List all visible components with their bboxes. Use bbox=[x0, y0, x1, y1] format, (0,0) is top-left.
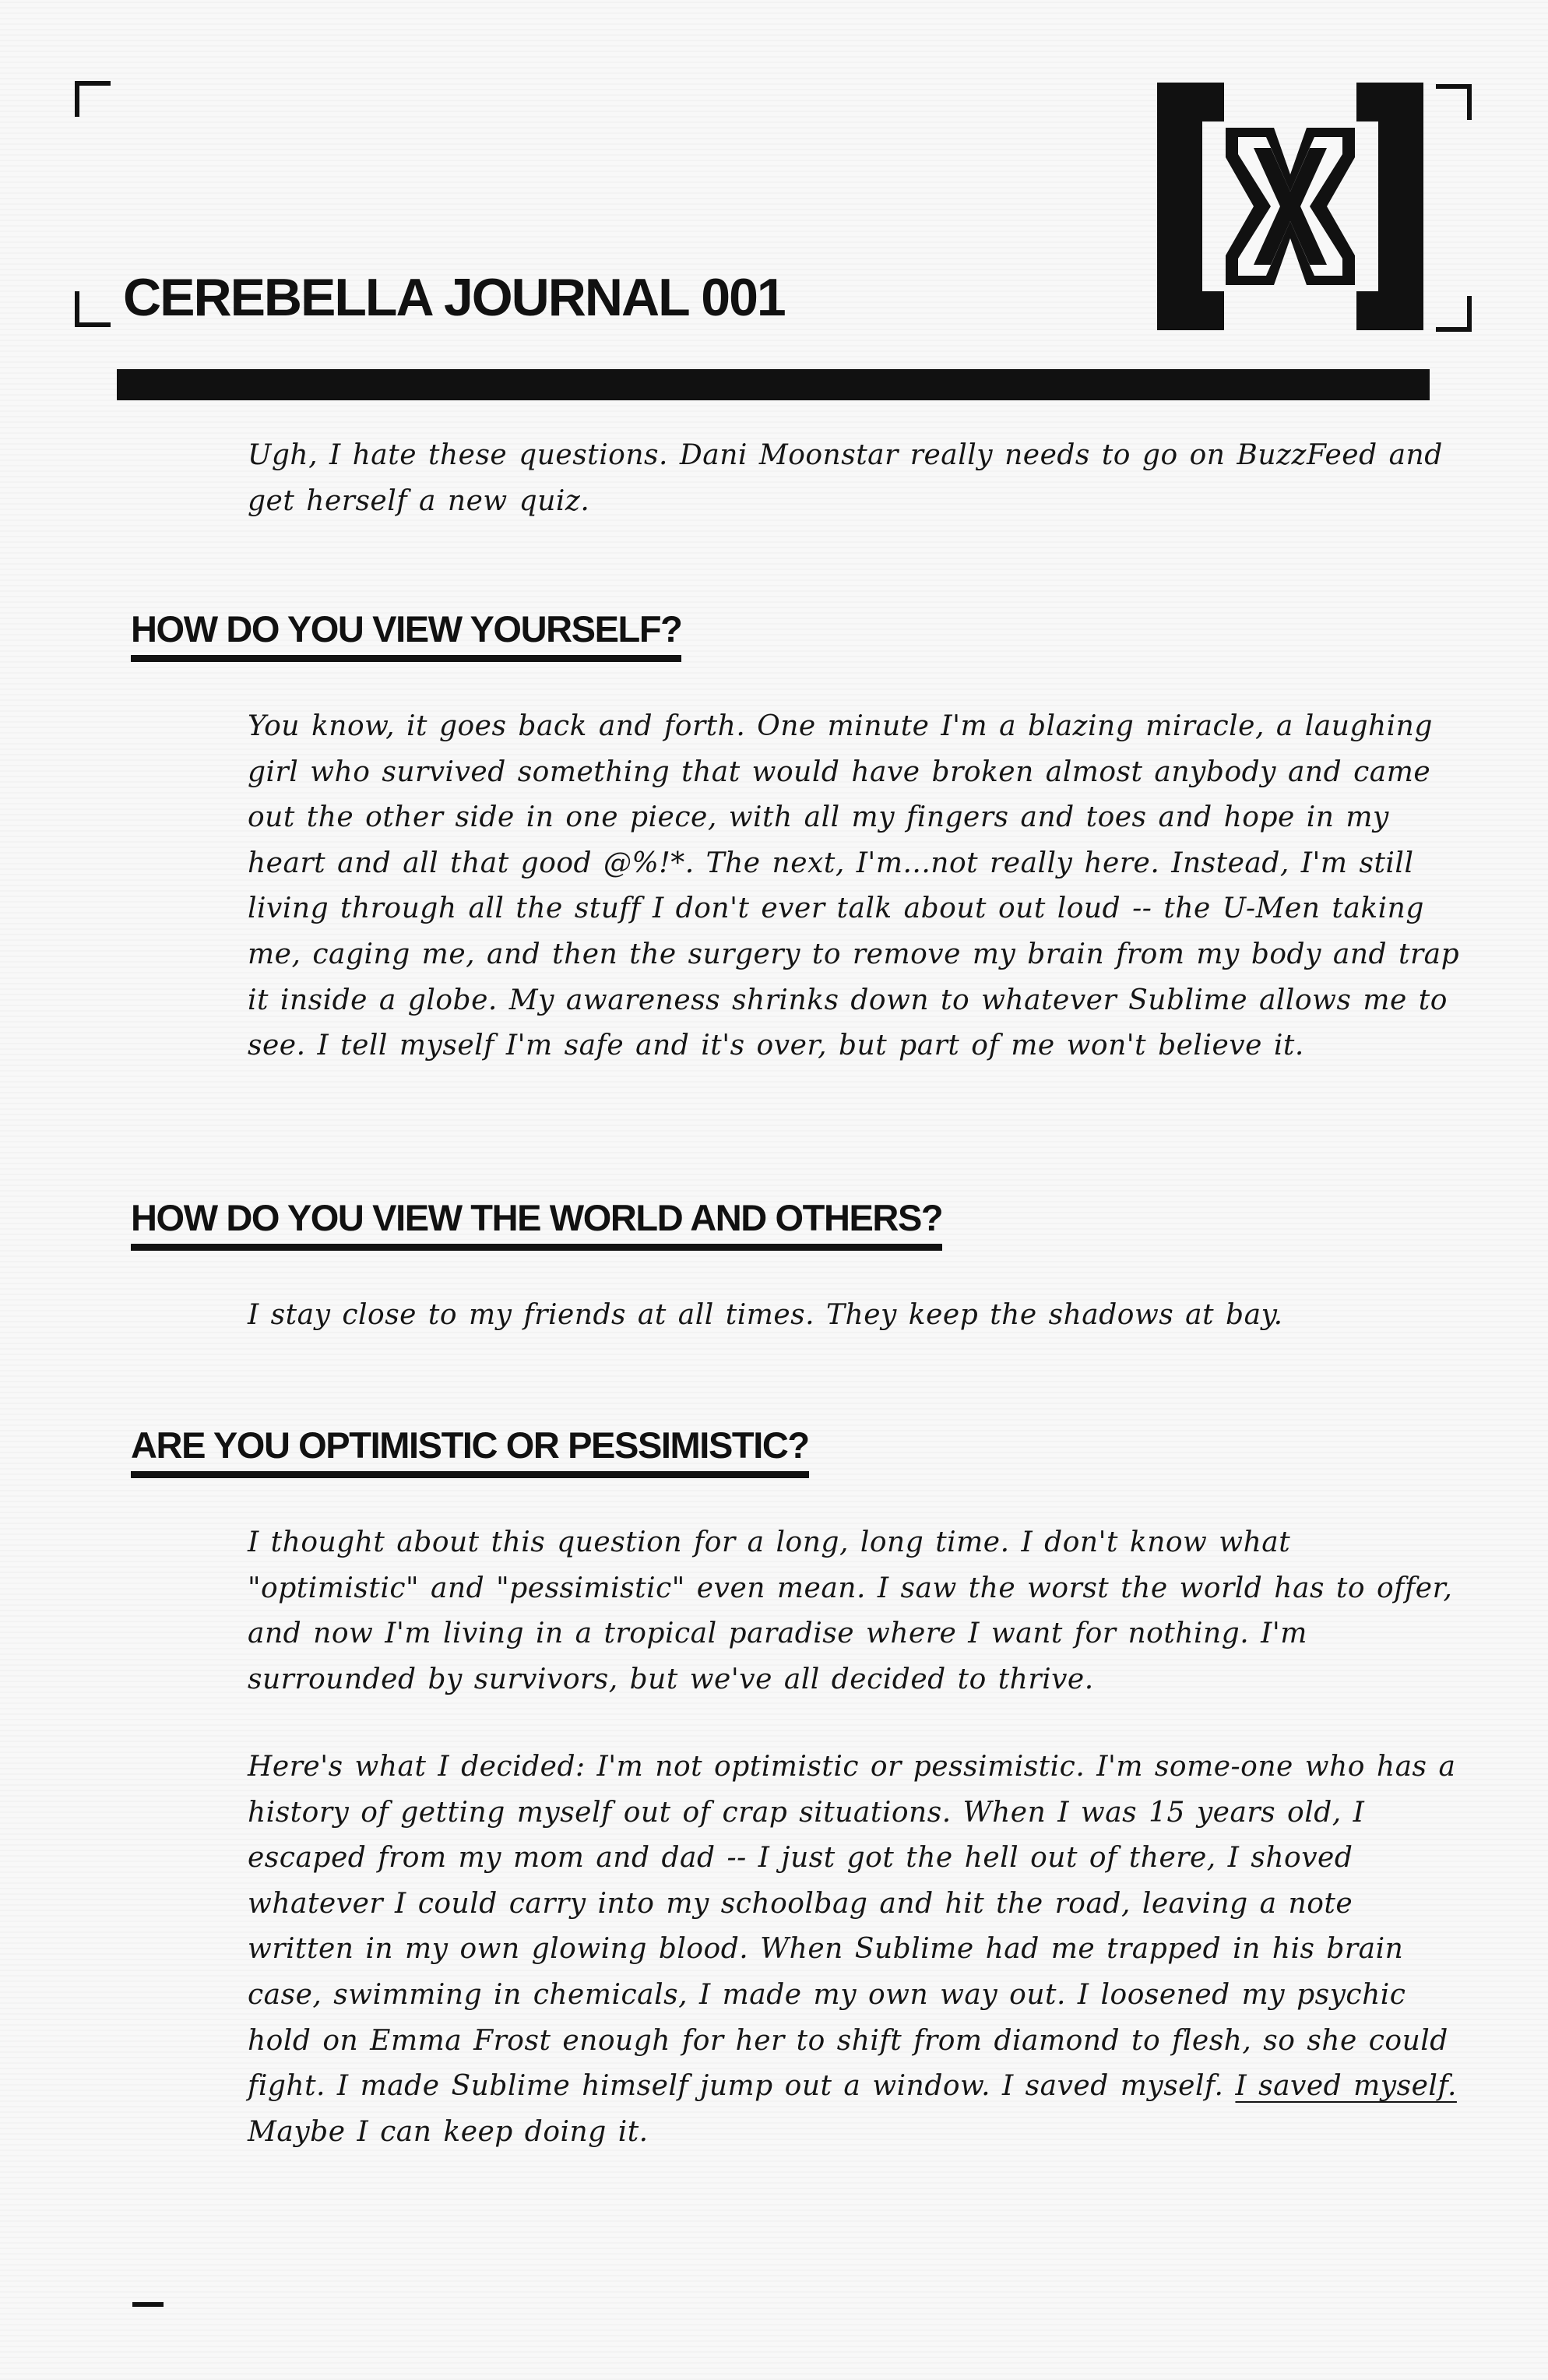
section-answer-final bbox=[248, 1745, 1462, 2155]
page-title: CEREBELLA JOURNAL 001 bbox=[123, 268, 785, 327]
intro-text: Ugh, I hate these questions. Dani Moonstar really needs to go on BuzzFeed and get herself a new quiz. bbox=[248, 439, 1443, 517]
corner-bracket-top-left bbox=[75, 81, 111, 117]
x-men-logo-icon bbox=[1157, 83, 1423, 330]
section-heading: HOW DO YOU VIEW YOURSELF? bbox=[131, 611, 681, 662]
corner-bracket-bottom-left bbox=[75, 291, 111, 327]
answer-text: Maybe I can keep doing it. bbox=[248, 2115, 649, 2148]
answer-paragraph: I stay close to my friends at all times. They keep the shadows at bay. bbox=[248, 1299, 1283, 1331]
answer-paragraph: I thought about this question for a long, long time. I don't know what "optimistic" and "pessimistic" even mean. I saw the worst the world has to offer, and now I'm living in a tropical paradise where I want for nothing. I'm surrounded by survivors, but we've all decided to thrive. bbox=[248, 1526, 1453, 1695]
page-dash bbox=[132, 2302, 164, 2307]
section-answer bbox=[248, 1293, 1462, 1339]
corner-bracket-bottom-right bbox=[1436, 296, 1472, 332]
section-answer bbox=[248, 704, 1462, 1069]
intro-note bbox=[248, 433, 1462, 524]
section-answer bbox=[248, 1520, 1462, 1702]
answer-text: Here's what I decided: I'm not optimistic or pessimistic. I'm some-one who has a history of getting myself out of crap situations. When I was 15 years old, I escaped from my mom and dad -- I just got the hell out of there, I shoved whatever I could carry into my schoolbag and hit the road, leaving a note written in my own glowing blood. When Sublime had me trapped in his brain case, swimming in chemicals, I made my own way out. I loosened my psychic hold on Emma Frost enough for her to shift from diamond to flesh, so she could fight. I made Sublime himself jump out a window. I saved myself. bbox=[248, 1751, 1456, 2103]
section-heading: HOW DO YOU VIEW THE WORLD AND OTHERS? bbox=[131, 1199, 942, 1251]
title-rule bbox=[117, 369, 1430, 400]
answer-paragraph bbox=[248, 1745, 1462, 2155]
answer-paragraph: You know, it goes back and forth. One minute I'm a blazing miracle, a laughing girl who survived something that would have broken almost anybody and came out the other side in one piece, with all my fingers and toes and hope in my heart and all that good @%!*. The next, I'm...not really here. Instead, I'm still living through all the stuff I don't ever talk about out loud -- the U-Men taking me, caging me, and then the surgery to remove my brain from my body and trap it inside a globe. My awareness shrinks down to whatever Sublime allows me to see. I tell myself I'm safe and it's over, but part of me won't believe it. bbox=[248, 710, 1460, 1062]
underlined-emphasis: I saved myself. bbox=[1235, 2070, 1457, 2103]
section-heading: ARE YOU OPTIMISTIC OR PESSIMISTIC? bbox=[131, 1427, 809, 1478]
corner-bracket-top-right bbox=[1436, 84, 1472, 120]
